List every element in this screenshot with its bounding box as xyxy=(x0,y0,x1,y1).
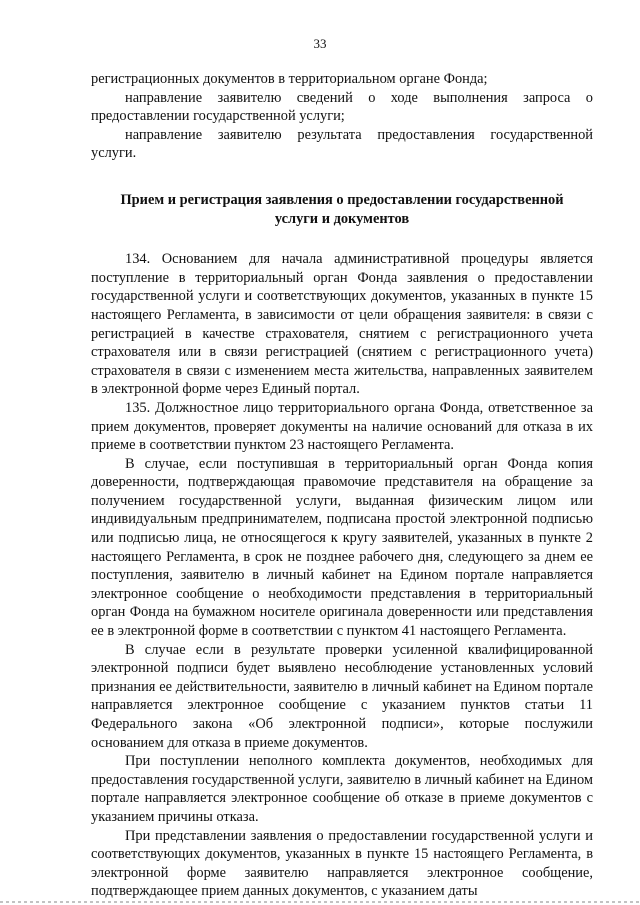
paragraph-135: 135. Должностное лицо территориального органа Фонда, ответственное за прием документов, проверяет документы на наличие оснований для отказа в их приеме в соответствии пунктом 23 настоящего Регламента. xyxy=(91,399,593,454)
section-heading: Прием и регистрация заявления о предоставлении государственной услуги и документов xyxy=(120,191,564,227)
paragraph-continuation: регистрационных документов в территориальном органе Фонда; xyxy=(91,71,488,87)
paragraph-134: 134. Основанием для начала административной процедуры является поступление в территориальный орган Фонда заявления о предоставлении государственной услуги и соответствующих документов, указанных в пункте 15 настоящего Регламента, в зависимости от цели обращения заявителя: в связи с регистрацией в качестве страхователя, снятием с регистрационного учета страхователя или в связи регистрацией (снятием с регистрационного учета) страхователя в связи с изменением места жительства, направленных заявителем в электронной форме через Единый портал. xyxy=(91,251,593,398)
document-body xyxy=(91,70,593,901)
paragraph: При представлении заявления о предоставлении государственной услуги и соответствующих документов, указанных в пункте 15 настоящего Регламента, в электронной форме заявителю направляется электронное сообщение, подтверждающее прием данных документов, с указанием даты xyxy=(91,827,593,900)
paragraph-list-item: направление заявителю сведений о ходе выполнения запроса о предоставлении государственной услуги; xyxy=(91,89,593,125)
page-number: 33 xyxy=(313,36,327,51)
paragraph: В случае если в результате проверки усиленной квалифицированной электронной подписи будет выявлено несоблюдение установленных условий признания ее действительности, заявителю в личный кабинет на Едином портале направляется электронное сообщение с указанием пунктов статьи 11 Федерального закона «Об электронной подписи», которые послужили основанием для отказа в приеме документов. xyxy=(91,641,593,751)
paragraph-list-item: направление заявителю результата предоставления государственной услуги. xyxy=(91,126,593,162)
paragraph: В случае, если поступившая в территориальный орган Фонда копия доверенности, подтверждающая правомочие представителя на обращение за получением государственной услуги, выданная физическим лицом или индивидуальным предпринимателем, подписана простой электронной подписью или подписью лица, не относящегося к кругу заявителей, указанных в пункте 2 настоящего Регламента, в срок не позднее рабочего дня, следующего за днем ее поступления, заявителю в личный кабинет на Едином портале направляется электронное сообщение о необходимости представления в территориальный орган Фонда на бумажном носителе оригинала доверенности или представления ее в электронной форме в соответствии с пунктом 41 настоящего Регламента. xyxy=(91,455,593,640)
paragraph: При поступлении неполного комплекта документов, необходимых для предоставления государственной услуги, заявителю в личный кабинет на Едином портале направляется электронное сообщение об отказе в приеме документов с указанием причины отказа. xyxy=(91,753,593,825)
scan-edge-line xyxy=(0,901,640,903)
